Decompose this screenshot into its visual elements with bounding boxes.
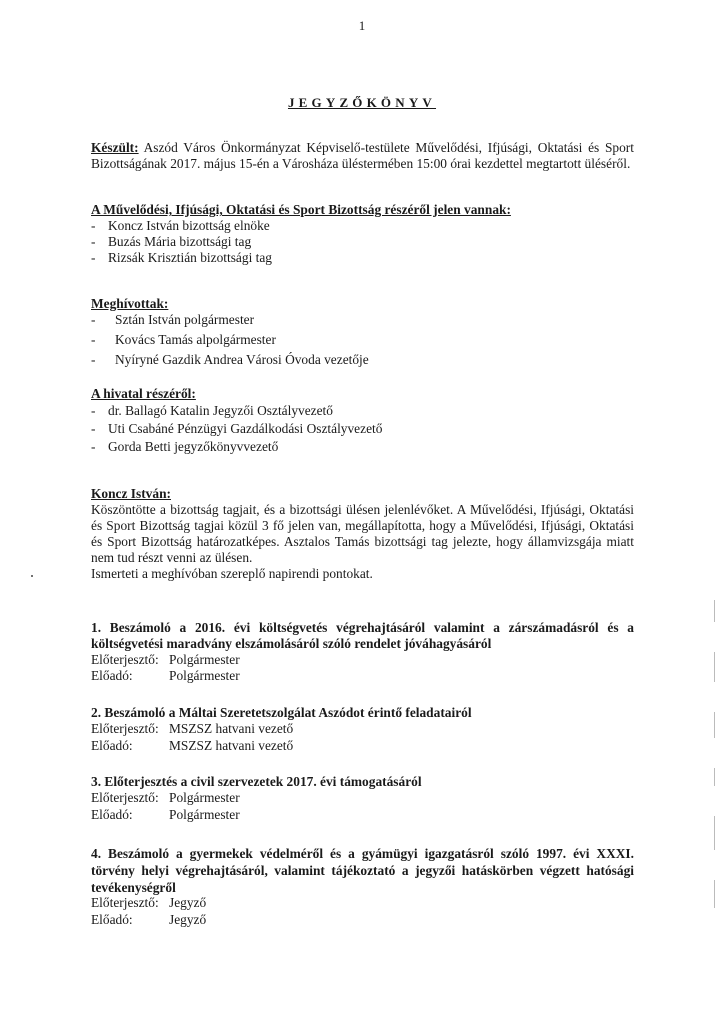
presenter-label: Előadó: xyxy=(91,738,133,753)
proposer-label: Előterjesztő: xyxy=(91,790,159,805)
speech-paragraph: Köszöntötte a bizottság tagjait, és a bizottsági ülésen jelenlévőket. A Művelődési, Ifjúsági, Oktatási és Sport Bizottság tagjai közül 3 fő jelen van, megállapította, hogy a Művelődési, Ifjúsági, Oktatási és Sport Bizottság határozatképes. Asztalos Tamás bizottsági tag jelezte, hogy államvizsgája miatt nem tud részt venni az ülésen. xyxy=(91,502,634,565)
agenda-presenter-row xyxy=(91,912,491,928)
list-item: - Kovács Tamás alpolgármester xyxy=(91,332,276,347)
proposer-value: Polgármester xyxy=(169,652,240,667)
present-heading: A Művelődési, Ifjúsági, Oktatási és Sport Bizottság részéről jelen vannak: xyxy=(91,202,511,217)
intro-paragraph xyxy=(91,140,634,172)
scan-margin-marks xyxy=(714,600,716,1020)
speaker-heading: Koncz István: xyxy=(91,486,171,501)
list-item: - Sztán István polgármester xyxy=(91,312,255,327)
agenda-proposer-row xyxy=(91,721,491,737)
agenda-item-title: 2. Beszámoló a Máltai Szeretetszolgálat Aszódot érintő feladatairól xyxy=(91,705,472,720)
list-item: - Gorda Betti jegyzőkönyvvezető xyxy=(91,439,279,454)
agenda-presenter-row xyxy=(91,807,491,823)
agenda-item-title: 4. Beszámoló a gyermekek védelméről és a gyámügyi igazgatásról szóló 1997. évi XXXI. törvény helyi végrehajtásáról, valamint tájékoztató a jegyzői hatáskörben végzett hatósági tevékenységről xyxy=(91,846,634,895)
proposer-value: Polgármester xyxy=(169,790,240,805)
list-item: - Rizsák Krisztián bizottsági tag xyxy=(91,250,272,265)
presenter-label: Előadó: xyxy=(91,668,133,683)
agenda-proposer-row xyxy=(91,652,491,668)
agenda-item-title: 3. Előterjesztés a civil szervezetek 2017. évi támogatásáról xyxy=(91,774,422,789)
proposer-value: Jegyző xyxy=(169,895,207,910)
presenter-label: Előadó: xyxy=(91,807,133,822)
invited-heading: Meghívottak: xyxy=(91,296,169,311)
agenda-proposer-row xyxy=(91,790,491,806)
list-item: - Uti Csabáné Pénzügyi Gazdálkodási Osztályvezető xyxy=(91,421,383,436)
document-title: JEGYZŐKÖNYV xyxy=(287,95,437,110)
intro-text: Aszód Város Önkormányzat Képviselő-testülete Művelődési, Ifjúsági, Oktatási és Sport Bizottságának 2017. május 15-én a Városháza üléstermében 15:00 órai kezdettel megtartott üléséről. xyxy=(91,140,634,171)
presenter-value: Polgármester xyxy=(169,668,240,683)
invited-list xyxy=(91,312,631,372)
scan-speck xyxy=(31,575,33,577)
intro-label: Készült: xyxy=(91,140,139,155)
presenter-value: Polgármester xyxy=(169,807,240,822)
agenda-presenter-row xyxy=(91,738,491,754)
agenda-item-title: 1. Beszámoló a 2016. évi költségvetés végrehajtásáról valamint a zárszámadásról és a költségvetési maradvány elszámolásáról szóló rendelet jóváhagyásáról xyxy=(91,620,634,651)
presenter-value: Jegyző xyxy=(169,912,207,927)
proposer-value: MSZSZ hatvani vezető xyxy=(169,721,294,736)
proposer-label: Előterjesztő: xyxy=(91,652,159,667)
agenda-presenter-row xyxy=(91,668,491,684)
page-number: 1 xyxy=(358,18,366,33)
speech-paragraph-2: Ismerteti a meghívóban szereplő napirendi pontokat. xyxy=(91,566,373,581)
presenter-label: Előadó: xyxy=(91,912,133,927)
list-item: - Nyíryné Gazdik Andrea Városi Óvoda vezetője xyxy=(91,352,369,367)
list-item: - Buzás Mária bizottsági tag xyxy=(91,234,252,249)
proposer-label: Előterjesztő: xyxy=(91,895,159,910)
list-item: - Koncz István bizottság elnöke xyxy=(91,218,270,233)
present-list xyxy=(91,218,631,266)
proposer-label: Előterjesztő: xyxy=(91,721,159,736)
office-heading: A hivatal részéről: xyxy=(91,386,196,401)
office-list xyxy=(91,403,631,457)
presenter-value: MSZSZ hatvani vezető xyxy=(169,738,294,753)
agenda-proposer-row xyxy=(91,895,491,911)
list-item: - dr. Ballagó Katalin Jegyzői Osztályvezető xyxy=(91,403,333,418)
